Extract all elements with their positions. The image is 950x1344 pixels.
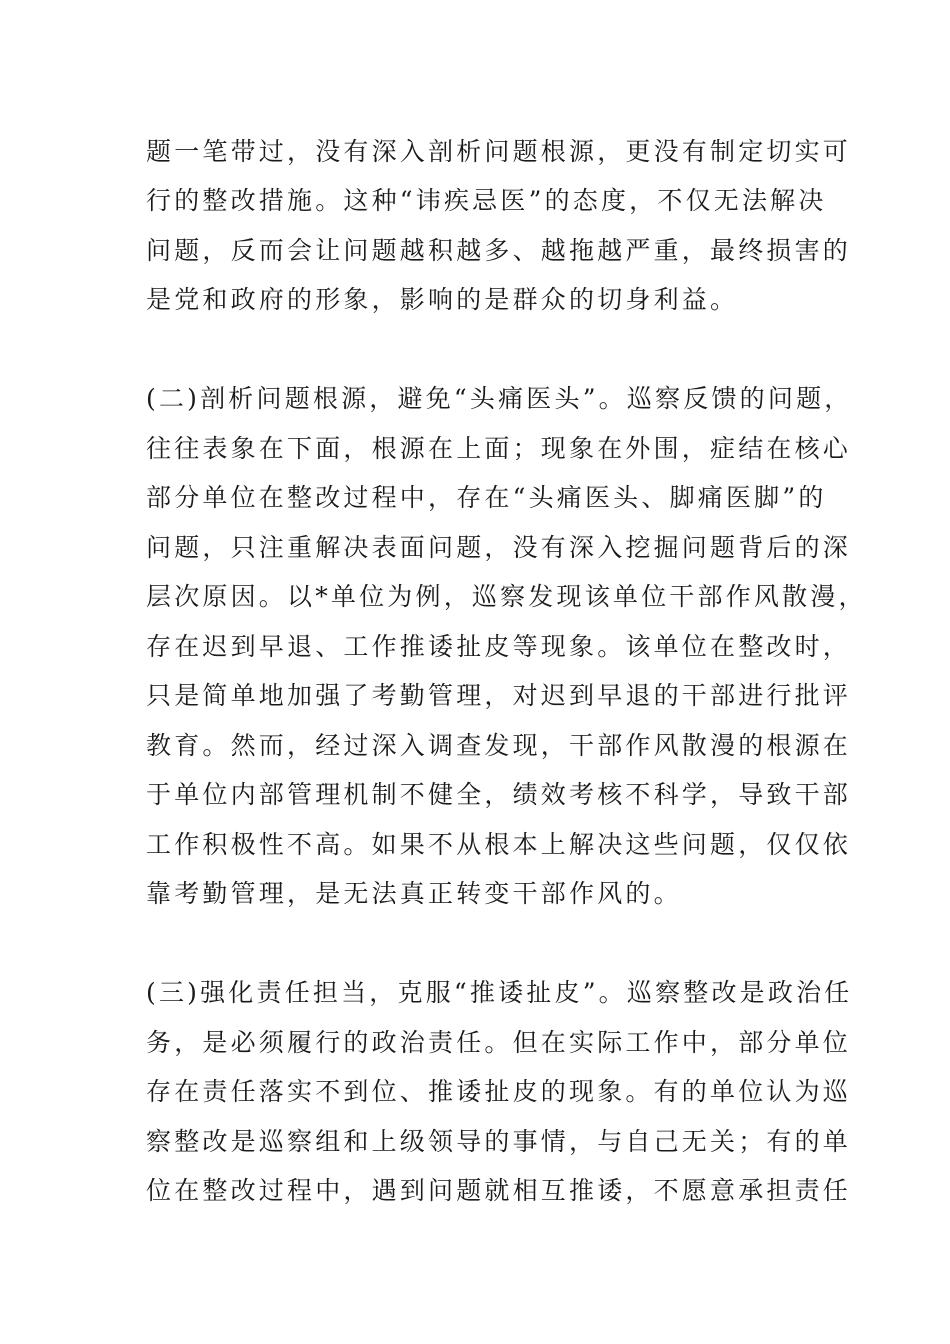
text-line: 于单位内部管理机制不健全，绩效考核不科学，导致干部	[146, 780, 852, 809]
section-heading-line: (二)剖析问题根源，避免“头痛医头”。巡察反馈的问题，	[146, 384, 853, 413]
text-line: 靠考勤管理，是无法真正转变干部作风的。	[146, 879, 682, 908]
text-line: 问题，反而会让问题越积越多、越拖越严重，最终损害的	[146, 236, 852, 265]
text-line: 题一笔带过，没有深入剖析问题根源，更没有制定切实可	[146, 137, 852, 166]
text-line: 工作积极性不高。如果不从根本上解决这些问题，仅仅依	[146, 830, 852, 859]
text-line: 往往表象在下面，根源在上面；现象在外围，症结在核心	[146, 434, 852, 463]
text-line: 问题，只注重解决表面问题，没有深入挖掘问题背后的深	[146, 533, 852, 562]
text-line: 层次原因。以*单位为例，巡察发现该单位干部作风散漫，	[146, 582, 867, 611]
section-heading-line: (三)强化责任担当，克服“推诿扯皮”。巡察整改是政治任	[146, 978, 853, 1007]
text-line: 察整改是巡察组和上级领导的事情，与自己无关；有的单	[146, 1127, 852, 1156]
text-line: 是党和政府的形象，影响的是群众的切身利益。	[146, 285, 739, 314]
text-line: 教育。然而，经过深入调查发现，干部作风散漫的根源在	[146, 731, 852, 760]
text-line: 部分单位在整改过程中，存在“头痛医头、脚痛医脚”的	[146, 483, 827, 512]
text-line: 位在整改过程中，遇到问题就相互推诿，不愿意承担责任	[146, 1176, 852, 1205]
text-line: 存在责任落实不到位、推诿扯皮的现象。有的单位认为巡	[146, 1077, 852, 1106]
text-line: 行的整改措施。这种“讳疾忌医”的态度，不仅无法解决	[146, 186, 827, 215]
text-line: 务，是必须履行的政治责任。但在实际工作中，部分单位	[146, 1028, 852, 1057]
text-line: 存在迟到早退、工作推诿扯皮等现象。该单位在整改时，	[146, 632, 852, 661]
text-line: 只是简单地加强了考勤管理，对迟到早退的干部进行批评	[146, 681, 852, 710]
